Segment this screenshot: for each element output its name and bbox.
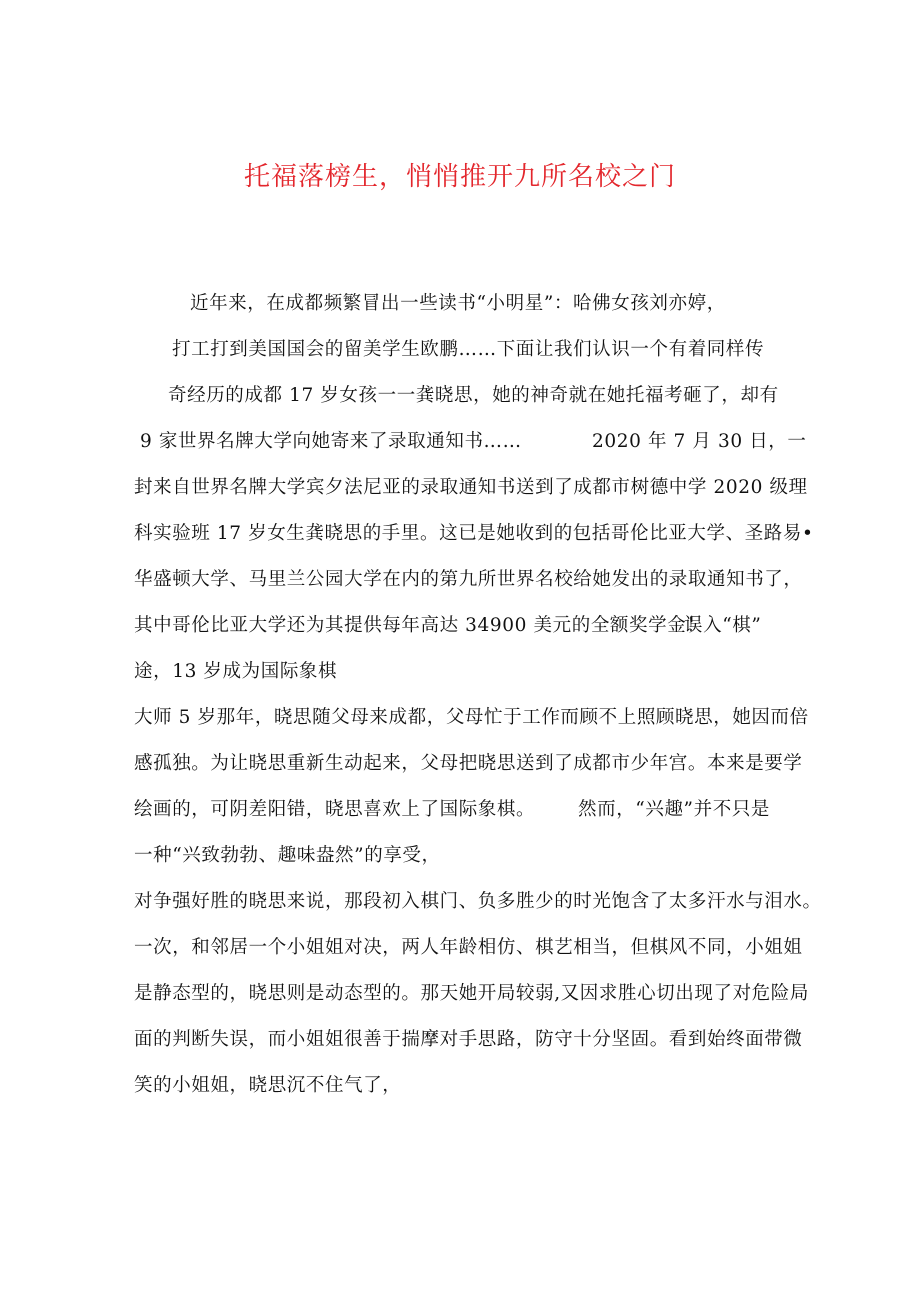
- paragraph-line: 一种“兴致勃勃、趣味盎然”的享受，: [134, 845, 441, 866]
- paragraph-line: 奇经历的成都 17 岁女孩一一龚晓思，她的神奇就在她托福考砸了，却有: [168, 385, 779, 406]
- paragraph-line: 绘画的，可阴差阳错，晓思喜欢上了国际象棋。: [134, 799, 536, 820]
- paragraph-line: 华盛顿大学、马里兰公园大学在内的第九所世界名校给她发出的录取通知书了，: [134, 569, 803, 590]
- paragraph-line: 笑的小姐姐，晓思沉不住气了，: [134, 1075, 402, 1096]
- paragraph-line: 科实验班 17 岁女生龚晓思的手里。这已是她收到的包括哥伦比亚大学、圣路易•: [134, 523, 814, 544]
- article-title: 托福落榜生，悄悄推开九所名校之门: [243, 162, 676, 192]
- section-heading: 误入“棋”: [684, 615, 762, 636]
- paragraph-line: 大师 5 岁那年，晓思随父母来成都，父母忙于工作而顾不上照顾晓思，她因而倍: [134, 707, 809, 728]
- paragraph-line: 然而，“兴趣”并不只是: [578, 799, 771, 820]
- paragraph-line: 是静态型的，晓思则是动态型的。那天她开局较弱,又因求胜心切出现了对危险局: [134, 983, 809, 1004]
- section-heading: 途，13 岁成为国际象棋: [134, 661, 338, 682]
- paragraph-line: 近年来，在成都频繁冒出一些读书“小明星”：哈佛女孩刘亦婷，: [190, 293, 726, 314]
- paragraph-line: 封来自世界名牌大学宾夕法尼亚的录取通知书送到了成都市树德中学 2020 级理: [134, 477, 808, 498]
- paragraph-line: 面的判断失误，而小姐姐很善于揣摩对手思路，防守十分坚固。看到始终面带微: [134, 1029, 803, 1050]
- paragraph-line: 其中哥伦比亚大学还为其提供每年高达 34900 美元的全额奖学金！: [134, 615, 706, 636]
- paragraph-line: 打工打到美国国会的留美学生欧鹏……下面让我们认识一个有着同样传: [172, 339, 765, 360]
- paragraph-line: 一次，和邻居一个小姐姐对决，两人年龄相仿、棋艺相当，但棋风不同，小姐姐: [134, 937, 803, 958]
- paragraph-line: 2020 年 7 月 30 日，一: [592, 431, 807, 452]
- paragraph-line: 感孤独。为让晓思重新生动起来，父母把晓思送到了成都市少年宫。本来是要学: [134, 753, 803, 774]
- paragraph-line: 9 家世界名牌大学向她寄来了录取通知书……: [140, 431, 522, 452]
- paragraph-line: 对争强好胜的晓思来说，那段初入棋门、负多胜少的时光饱含了太多汗水与泪水。: [134, 891, 822, 912]
